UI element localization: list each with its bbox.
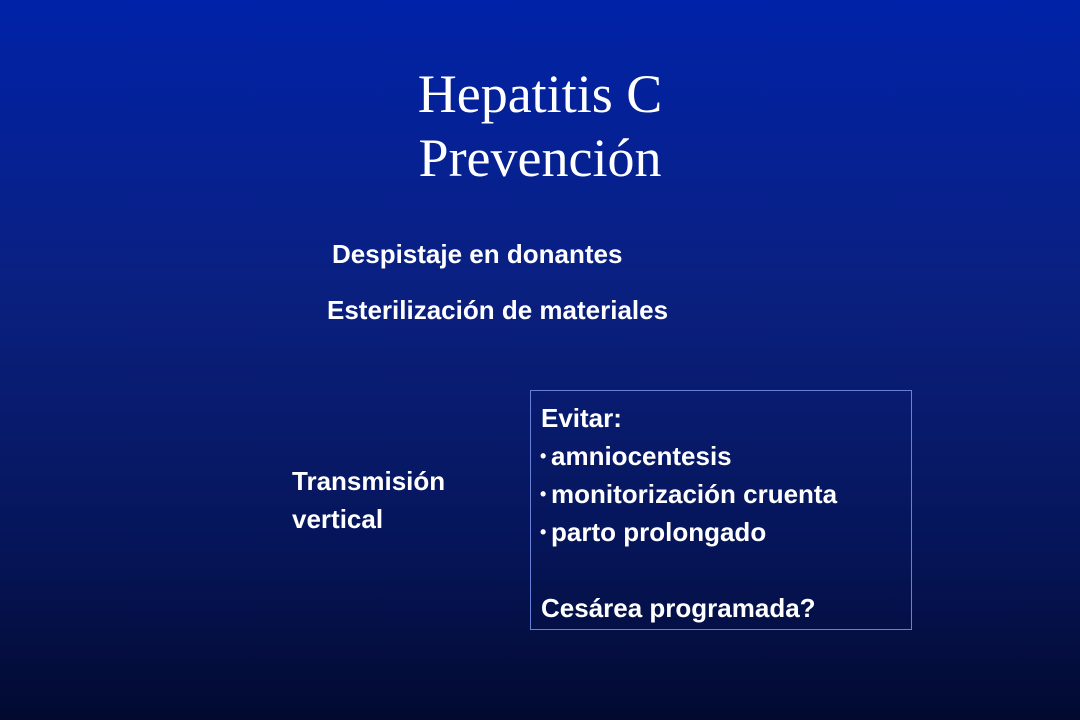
bullet-icon: •	[540, 522, 547, 542]
slide-title	[0, 62, 1080, 190]
bullet-icon: •	[540, 484, 547, 504]
transmission-line-1: Transmisión	[292, 466, 446, 496]
list-item	[541, 437, 837, 475]
list-item-label: monitorización cruenta	[551, 479, 838, 509]
point-despistaje: Despistaje en donantes	[332, 239, 623, 269]
transmission-label	[292, 462, 445, 538]
avoid-box-content	[541, 399, 837, 627]
list-item	[541, 513, 837, 551]
list-item-label: parto prolongado	[551, 517, 767, 547]
title-line-1: Hepatitis C	[417, 64, 663, 124]
list-item-label: amniocentesis	[551, 441, 732, 471]
point-esterilizacion: Esterilización de materiales	[327, 295, 669, 325]
title-line-2: Prevención	[418, 128, 662, 188]
transmission-line-2: vertical	[292, 504, 384, 534]
bullet-icon: •	[540, 446, 547, 466]
list-item	[541, 475, 837, 513]
avoid-box	[530, 390, 912, 630]
spacer	[541, 551, 837, 589]
avoid-heading: Evitar:	[541, 403, 622, 433]
avoid-footer: Cesárea programada?	[541, 593, 816, 623]
